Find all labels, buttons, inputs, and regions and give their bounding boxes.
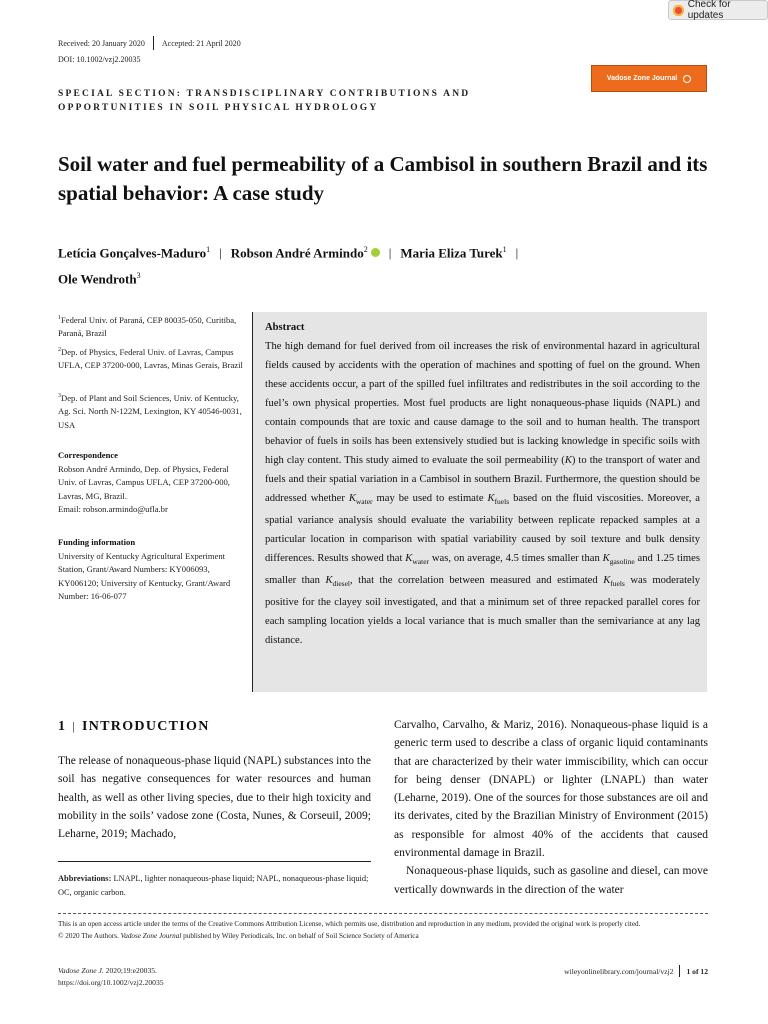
- symbol-k: K: [564, 455, 572, 466]
- license-block: [58, 919, 708, 943]
- doi-text: DOI: 10.1002/vzj2.20035: [58, 55, 141, 64]
- author-separator: |: [219, 245, 222, 261]
- symbol-k: K: [325, 575, 333, 587]
- special-section-heading: SPECIAL SECTION: TRANSDISCIPLINARY CONTRIBUTIONS AND OPPORTUNITIES IN SOIL PHYSICAL HYDROLOGY: [58, 89, 471, 113]
- correspondence-block: [58, 449, 244, 517]
- symbol-k: K: [405, 553, 413, 565]
- affiliation-text: Dep. of Physics, Federal Univ. of Lavras, Campus UFLA, CEP 37200-000, Lavras, Minas Gerais, Brazil: [58, 346, 243, 371]
- affiliation-2: [58, 344, 244, 373]
- accepted-date: Accepted: 21 April 2020: [161, 39, 241, 48]
- open-access-icon: [683, 75, 691, 83]
- page-number: 1 of 12: [686, 967, 708, 976]
- section-title: INTRODUCTION: [82, 719, 210, 734]
- symbol-k: K: [348, 493, 356, 504]
- check-for-updates-button[interactable]: [668, 0, 768, 20]
- funding-block: [58, 536, 244, 604]
- author-name[interactable]: Robson André Armindo: [230, 245, 364, 261]
- abbreviations-footnote: [58, 872, 371, 899]
- abstract-heading: Abstract: [265, 322, 305, 333]
- orcid-icon[interactable]: [371, 248, 380, 257]
- author-separator: |: [388, 245, 392, 261]
- journal-site-link[interactable]: wileyonlinelibrary.com/journal/vzj2: [564, 967, 674, 976]
- affiliation-number: 2: [58, 347, 61, 353]
- author-affiliation-mark: 1: [206, 245, 211, 254]
- subscript: water: [412, 557, 430, 567]
- correspondence-text: Robson André Armindo, Dep. of Physics, Federal Univ. of Lavras, Campus UFLA, CEP 37200-000, Lavras, MG, Brazil.: [58, 463, 230, 501]
- abstract-segment: ) to the transport of water and fuels and their spatial variation in a Cambisol in southern Brazil. Furthermore, the question should be addressed whether: [265, 455, 700, 504]
- copyright-text: © 2020 The Authors.: [58, 931, 121, 940]
- subscript: diesel: [332, 579, 351, 589]
- funding-text: University of Kentucky Agricultural Experiment Station, Grant/Award Numbers: KY006093, KY006120; University of Kentucky, Grant/Award Number: 16-06-077: [58, 550, 231, 601]
- subscript: fuels: [610, 579, 625, 589]
- abstract-segment: was moderately positive for the clayey soil investigated, and that a minimum set of three repacked parallel cores for each sampling location yields a local variance that is much smaller than the semivariance at any lag distance.: [265, 575, 700, 647]
- abstract-segment: The high demand for fuel derived from oil increases the risk of environmental hazard in agricultural fields caused by accidents with the operation of machines and spotting of fuel on the ground. When these accidents occur, a part of the spilled fuel infiltrates and redistributes in the soil according to the fuel’s own physical properties. Most fuel products are light nonaqueous-phase liquids (NAPL) and contain compounds that are toxic and cause damage to the soil and to human health. The transport behavior of fuels in soils has been extensively studied but is lacking knowledge in specific soils with high clay content. This study aimed to evaluate the soil permeability (: [265, 341, 700, 466]
- author-affiliation-mark: 3: [136, 271, 141, 281]
- page-footer: [564, 965, 708, 977]
- intro-paragraph: Nonaqueous-phase liquids, such as gasoline and diesel, can move vertically downwards in the direction of the water: [394, 865, 708, 896]
- funding-heading: Funding information: [58, 537, 136, 547]
- subscript: fuels: [494, 497, 510, 507]
- license-divider: [58, 913, 708, 914]
- citation-journal: Vadose Zone J.: [58, 966, 104, 975]
- correspondence-heading: Correspondence: [58, 450, 118, 460]
- received-accepted-dates: [58, 36, 241, 50]
- footnote-rule: [58, 861, 371, 862]
- section-separator: |: [72, 719, 77, 733]
- paper-title: Soil water and fuel permeability of a Cambisol in southern Brazil and its spatial behavior: A case study: [58, 152, 708, 205]
- section-heading-introduction: [58, 719, 210, 735]
- author-list: [58, 238, 718, 291]
- citation-volume: 2020;19:e20035.: [103, 966, 157, 975]
- symbol-k: K: [602, 553, 610, 565]
- affiliation-1: [58, 312, 244, 341]
- subscript: gasoline: [609, 557, 635, 567]
- subscript: water: [355, 497, 373, 507]
- license-text: This is an open access article under the terms of the Creative Commons Attribution License, which permits use, distribution and reproduction in any medium, provided the original work is properly cited.: [58, 920, 641, 928]
- author-name[interactable]: Ole Wendroth: [58, 271, 137, 287]
- affiliation-text: Dep. of Plant and Soil Sciences, Univ. of Kentucky, Ag. Sci. North N-122M, Lexington, KY 40546-0031, USA: [58, 392, 242, 430]
- author-affiliation-mark: 1: [502, 245, 507, 254]
- journal-name: Vadose Zone Journal: [120, 931, 182, 940]
- publisher-text: published by Wiley Periodicals, Inc. on behalf of Soil Science Society of America: [181, 931, 419, 940]
- author-separator: |: [515, 245, 519, 261]
- symbol-k: K: [487, 493, 495, 504]
- check-for-updates-label: Check for updates: [687, 0, 731, 21]
- abbreviations-label: Abbreviations:: [58, 874, 112, 883]
- divider: [679, 965, 680, 977]
- abstract-segment: based on the fluid viscosities. Moreover, a spatial variance analysis should evaluate the variability between replicate repacked samples at a particular location in comparison with spatial variability caused by soil texture and bulk density differences. Results showed that: [265, 493, 701, 565]
- author-affiliation-mark: 2: [363, 245, 368, 254]
- affiliation-number: 1: [58, 315, 61, 321]
- citation-footer: [58, 965, 164, 988]
- intro-column-1: The release of nonaqueous-phase liquid (NAPL) substances into the soil has negative consequences for water resources and human health, as well as other living species, due to their high toxicity and mobility in the soils’ vadose zone (Costa, Nunes, & Corseuil, 2009; Leharne, 2019; Machado,: [58, 755, 371, 841]
- divider: [153, 36, 154, 50]
- received-date: Received: 20 January 2020: [58, 39, 145, 48]
- journal-logo-text: Vadose Zone Journal: [606, 75, 678, 82]
- crossmark-icon: [673, 5, 684, 16]
- affiliation-number: 3: [58, 393, 61, 399]
- abstract-segment: , that the correlation between measured and estimated: [350, 575, 604, 587]
- abbreviations-text: LNAPL, lighter nonaqueous-phase liquid; NAPL, nonaqueous-phase liquid; OC, organic carbon.: [58, 874, 369, 897]
- citation-url[interactable]: https://doi.org/10.1002/vzj2.20035: [58, 977, 164, 987]
- author-name[interactable]: Letícia Gonçalves-Maduro: [58, 245, 207, 261]
- affiliation-text: Federal Univ. of Paraná, CEP 80035-050, Curitiba, Paraná, Brazil: [58, 314, 237, 339]
- abstract-segment: was, on average, 4.5 times smaller than: [429, 553, 603, 565]
- correspondence-email[interactable]: Email: robson.armindo@ufla.br: [58, 504, 168, 514]
- affiliation-3: [58, 390, 244, 432]
- symbol-k: K: [603, 575, 611, 587]
- journal-logo: [591, 65, 707, 92]
- intro-paragraph: Carvalho, Carvalho, & Mariz, 2016). Nonaqueous-phase liquid is a generic term used to describe a class of organic liquid contaminants that are characterized by their water immiscibility, which can occur for being denser (DNAPL) or lighter (LNAPL) than water (Leharne, 2019). One of the sources for those substances are oil and its derivates, cited by the Brazilian Ministry of Environment (2015) as responsible for almost 40% of the accidents that caused environmental damage in Brazil.: [394, 719, 708, 860]
- author-name[interactable]: Maria Eliza Turek: [400, 245, 503, 261]
- section-number: 1: [58, 719, 67, 734]
- abstract-segment: may be used to estimate: [372, 493, 488, 504]
- abstract-segment: and 1.25 times smaller than: [265, 553, 700, 587]
- intro-column-2: [394, 716, 708, 899]
- abstract-text: [265, 318, 700, 650]
